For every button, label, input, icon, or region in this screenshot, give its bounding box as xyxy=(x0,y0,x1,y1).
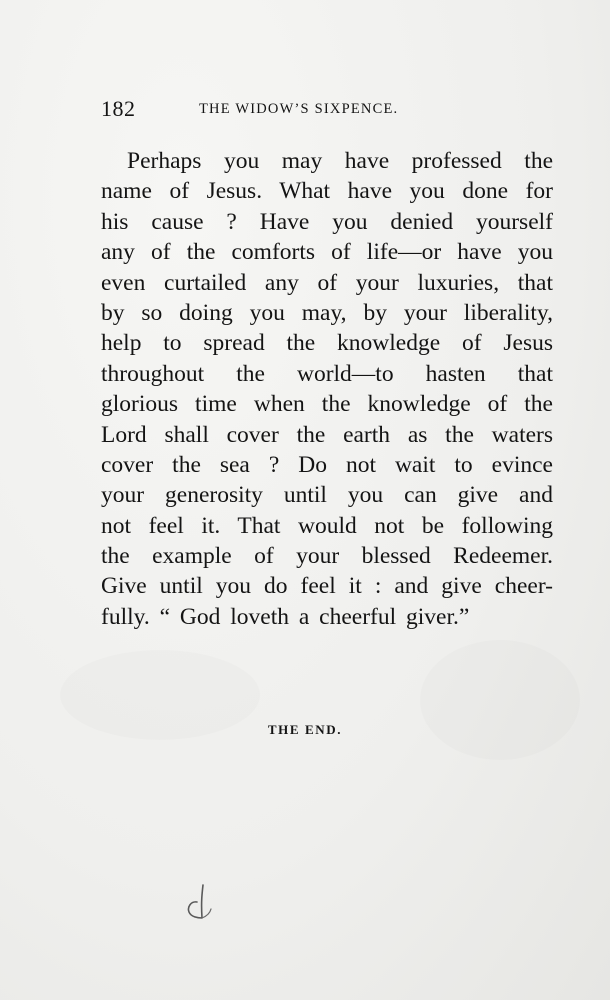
text-line: Perhaps you may have professed the xyxy=(127,148,553,174)
handwritten-pencil-mark-icon xyxy=(183,882,219,924)
text-line: Lord shall cover the earth as the waters xyxy=(101,421,553,448)
text-line: not feel it. That would not be following xyxy=(101,512,553,539)
text-line: fully. “ God loveth a cheerful giver.” xyxy=(101,603,470,630)
text-line: name of Jesus. What have you done for xyxy=(101,178,553,205)
text-line: the example of your blessed Redeemer. xyxy=(101,543,553,570)
text-line: cover the sea ? Do not wait to evince xyxy=(101,451,553,478)
text-line: his cause ? Have you denied yourself xyxy=(101,208,553,235)
text-line: any of the comforts of life—or have you xyxy=(101,239,553,266)
body-paragraph xyxy=(101,146,553,632)
page-number: 182 xyxy=(101,96,136,121)
text-line: throughout the world—to hasten that xyxy=(101,360,553,387)
text-line: Give until you do feel it : and give cheer- xyxy=(101,573,553,600)
page-header xyxy=(101,96,461,126)
text-line: help to spread the knowledge of Jesus xyxy=(101,330,553,357)
page-stain xyxy=(420,640,580,760)
text-line: glorious time when the knowledge of the xyxy=(101,391,553,418)
text-line: even curtailed any of your luxuries, that xyxy=(101,269,553,296)
text-line: by so doing you may, by your liberality, xyxy=(101,299,553,326)
the-end-colophon: THE END. xyxy=(267,722,343,737)
text-line: your generosity until you can give and xyxy=(101,482,553,509)
running-title: THE WIDOW’S SIXPENCE. xyxy=(199,101,399,117)
